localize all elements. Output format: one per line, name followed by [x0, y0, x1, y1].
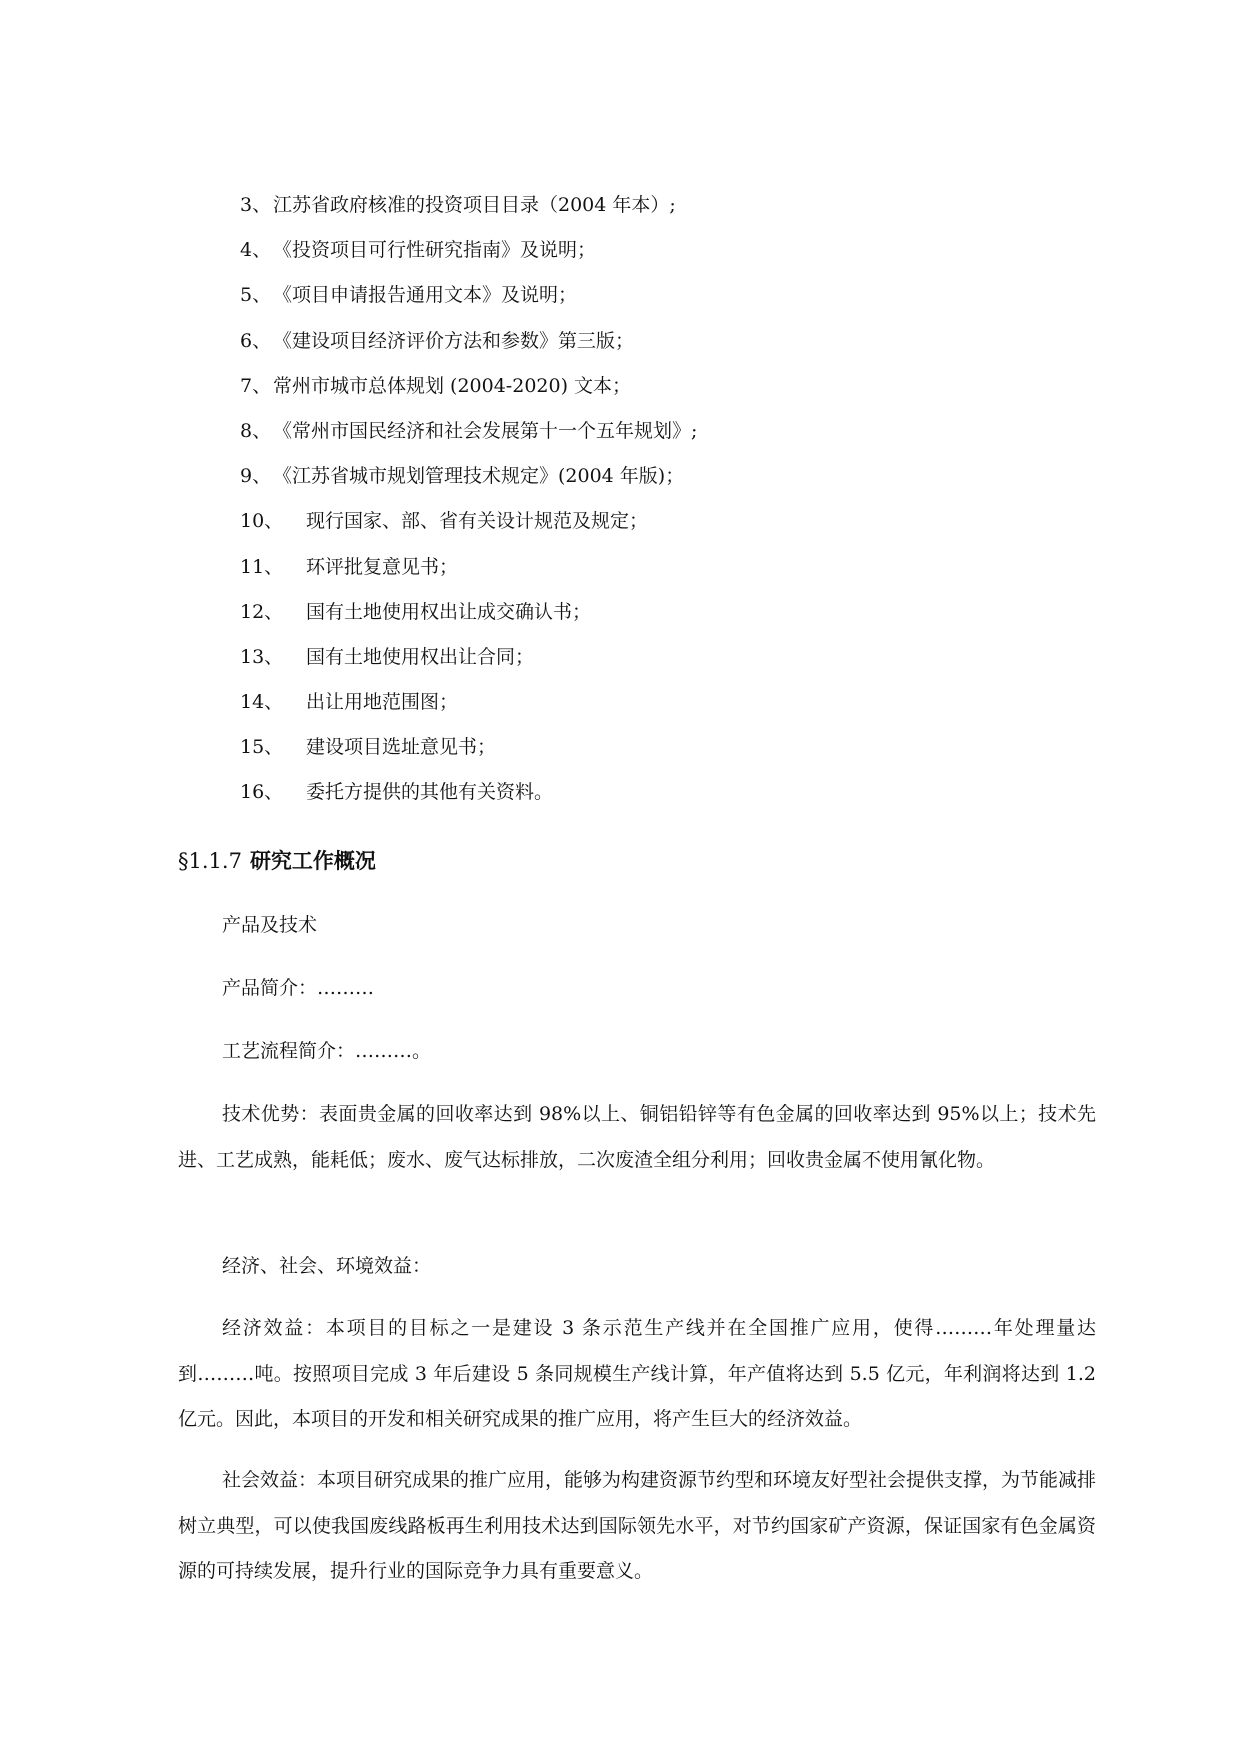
list-item — [240, 325, 697, 370]
list-item-text: 江苏省政府核准的投资项目目录（2004 年本）; — [273, 194, 676, 216]
list-item — [240, 234, 697, 279]
paragraph-product-intro: 产品简介：……… — [222, 977, 375, 999]
list-item-number: 8、 — [240, 419, 272, 442]
paragraph-products-technology: 产品及技术 — [222, 914, 318, 936]
list-item — [240, 731, 697, 776]
list-item — [240, 370, 697, 415]
list-item — [240, 596, 697, 641]
list-item — [240, 460, 697, 505]
list-item-text: 环评批复意见书； — [306, 555, 459, 578]
list-item-number: 9、 — [240, 465, 272, 488]
list-item-text: 国有土地使用权出让合同； — [306, 645, 535, 668]
paragraph-social-benefits: 社会效益：本项目研究成果的推广应用，能够为构建资源节约型和环境友好型社会提供支撑，为节能减排树立典型，可以使我国废线路板再生利用技术达到国际领先水平，对节约国家矿产资源，保证国家有色金属资源的可持续发展，提升行业的国际竞争力具有重要意义。 — [178, 1469, 1097, 1582]
list-item-number: 13、 — [240, 645, 284, 668]
section-heading — [178, 845, 376, 875]
list-item-number: 16、 — [240, 781, 284, 804]
paragraph-economic-benefits: 经济效益：本项目的目标之一是建设 3 条示范生产线并在全国推广应用，使得………年处理量达到………吨。按照项目完成 3 年后建设 5 条同规模生产线计算，年产值将达到 5.5 亿元，年利润将达到 1.2 亿元。因此，本项目的开发和相关研究成果的推广应用，将产生巨大的经济效益。 — [178, 1317, 1096, 1430]
list-item-number: 3、 — [240, 194, 272, 216]
list-item-number: 11、 — [240, 555, 284, 578]
list-item — [240, 189, 697, 234]
list-item — [240, 505, 697, 550]
list-item-text: 《建设项目经济评价方法和参数》第三版； — [273, 329, 635, 352]
list-item-number: 4、 — [240, 239, 272, 262]
list-item-text: 常州市城市总体规划 (2004-2020) 文本； — [273, 374, 632, 397]
paragraph-process-intro: 工艺流程简介：………。 — [222, 1040, 432, 1062]
list-item — [240, 641, 697, 686]
list-item-number: 10、 — [240, 510, 284, 533]
list-item-number: 5、 — [240, 284, 272, 307]
list-item-text: 《江苏省城市规划管理技术规定》(2004 年版)； — [273, 465, 685, 488]
list-item-text: 建设项目选址意见书； — [306, 736, 497, 759]
list-item-text: 现行国家、部、省有关设计规范及规定； — [306, 510, 649, 533]
list-item — [240, 776, 697, 821]
list-item-text: 国有土地使用权出让成交确认书； — [306, 600, 592, 623]
paragraph-benefits-heading: 经济、社会、环境效益： — [222, 1255, 432, 1277]
list-item-number: 6、 — [240, 329, 272, 352]
list-item-text: 《投资项目可行性研究指南》及说明； — [273, 239, 597, 262]
list-item — [240, 415, 697, 460]
section-number: §1.1.7 — [178, 849, 242, 873]
list-item-number: 7、 — [240, 374, 272, 397]
list-item — [240, 551, 697, 596]
list-item-text: 《常州市国民经济和社会发展第十一个五年规划》; — [273, 419, 698, 442]
list-item-number: 15、 — [240, 736, 284, 759]
paragraph-tech-advantages: 技术优势：表面贵金属的回收率达到 98%以上、铜铝铅锌等有色金属的回收率达到 95%以上；技术先进、工艺成熟，能耗低；废水、废气达标排放，二次废渣全组分利用；回收贵金属不使用氰化物。 — [178, 1103, 1096, 1171]
list-item-text: 出让用地范围图； — [306, 691, 459, 714]
list-item-text: 委托方提供的其他有关资料。 — [306, 781, 554, 804]
list-item — [240, 279, 697, 324]
section-title: 研究工作概况 — [249, 849, 376, 873]
reference-list — [240, 189, 697, 822]
list-item — [240, 686, 697, 731]
list-item-text: 《项目申请报告通用文本》及说明； — [273, 284, 578, 307]
list-item-number: 12、 — [240, 600, 284, 623]
list-item-number: 14、 — [240, 691, 284, 714]
